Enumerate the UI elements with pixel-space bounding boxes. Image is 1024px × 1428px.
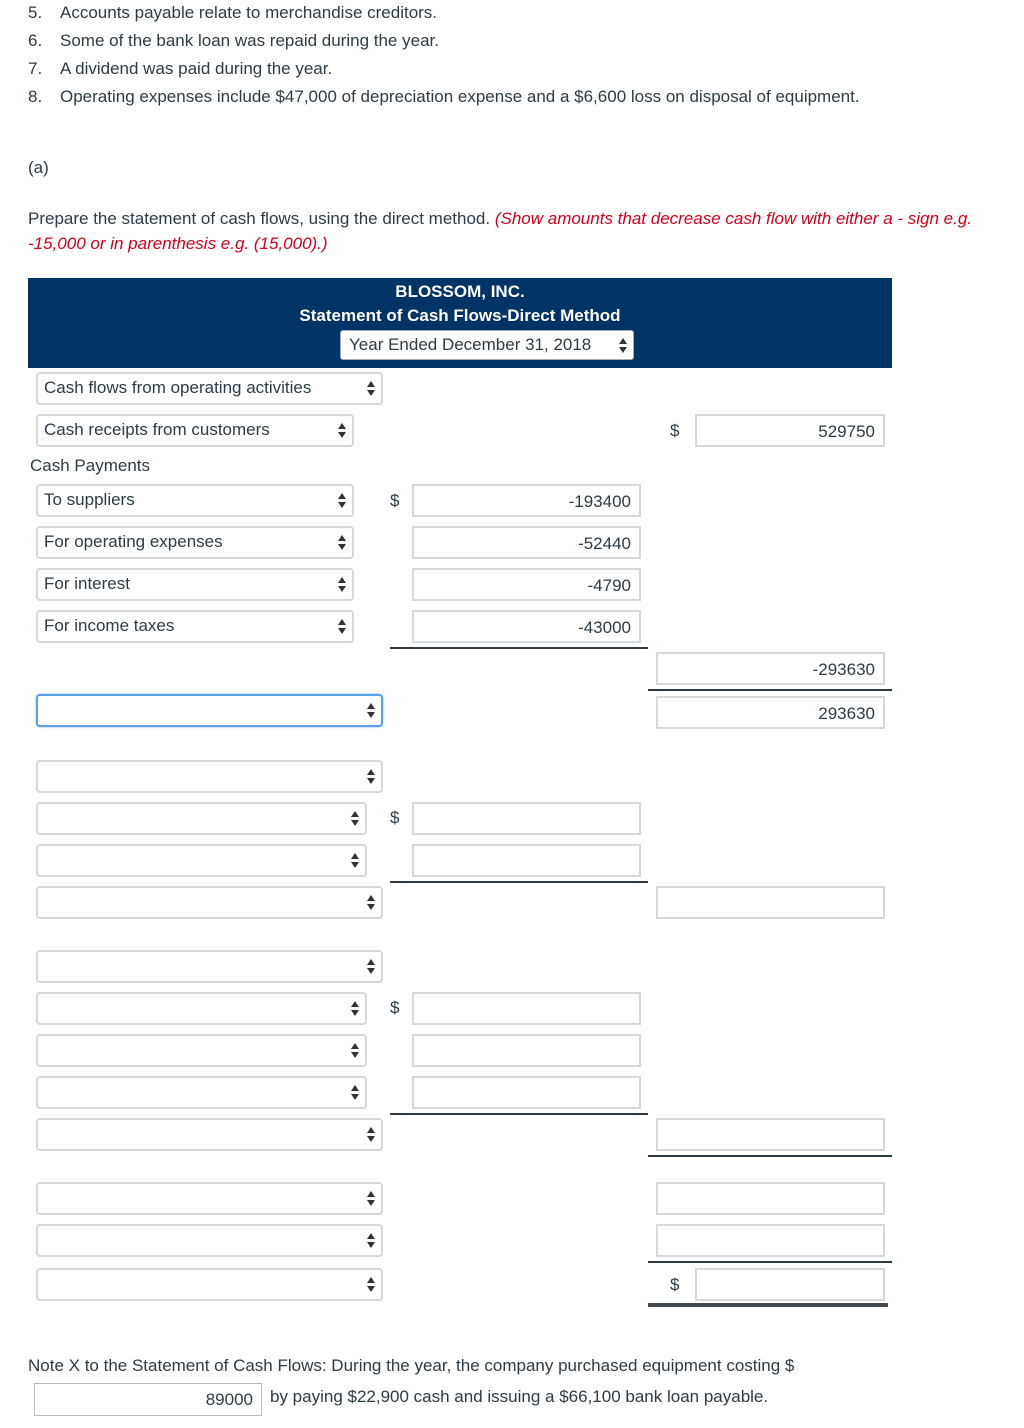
select-arrows-icon bbox=[367, 703, 375, 719]
statement-title: Statement of Cash Flows-Direct Method bbox=[299, 306, 621, 325]
select-arrows-icon bbox=[367, 769, 375, 785]
suppliers-input[interactable]: -193400 bbox=[412, 484, 641, 517]
note-item-6: 6. Some of the bank loan was repaid during the year. bbox=[28, 31, 439, 50]
select-operating-heading[interactable]: Cash flows from operating activities bbox=[36, 372, 383, 405]
select-arrows-icon bbox=[367, 959, 375, 975]
part-label: (a) bbox=[28, 158, 49, 177]
instruction-hint: (Show amounts that decrease cash flow with either a - sign e.g. -15,000 or in parenthesis e.g. (15,000).) bbox=[28, 209, 973, 253]
select-ending-cash[interactable] bbox=[36, 1268, 383, 1301]
dollar-sign: $ bbox=[670, 421, 680, 440]
taxes-input[interactable]: -43000 bbox=[412, 610, 641, 643]
subtotal-rule bbox=[648, 689, 892, 691]
select-arrows-icon bbox=[351, 811, 359, 827]
subtotal-rule bbox=[390, 1113, 648, 1115]
select-operating-expenses[interactable]: For operating expenses bbox=[36, 526, 354, 559]
select-arrows-icon bbox=[367, 1191, 375, 1207]
select-arrows-icon bbox=[338, 619, 346, 635]
select-arrows-icon bbox=[351, 1085, 359, 1101]
dollar-sign: $ bbox=[390, 998, 400, 1017]
amount-input[interactable] bbox=[412, 1076, 641, 1109]
amount-input[interactable] bbox=[412, 802, 641, 835]
interest-input[interactable]: -4790 bbox=[412, 568, 641, 601]
amount-input[interactable] bbox=[412, 992, 641, 1025]
amount-input[interactable] bbox=[656, 1224, 885, 1257]
company-name: BLOSSOM, INC. bbox=[395, 282, 525, 301]
select-arrows-icon bbox=[351, 853, 359, 869]
select-arrows-icon bbox=[367, 1233, 375, 1249]
amount-input[interactable] bbox=[412, 1034, 641, 1067]
select-arrows-icon bbox=[367, 1277, 375, 1293]
select-investing-row[interactable] bbox=[36, 802, 367, 835]
select-financing-row[interactable] bbox=[36, 1076, 367, 1109]
select-arrows-icon bbox=[367, 895, 375, 911]
note-item-7: 7. A dividend was paid during the year. bbox=[28, 59, 333, 78]
select-financing-heading[interactable] bbox=[36, 950, 383, 983]
statement-header bbox=[28, 278, 892, 368]
double-underline bbox=[648, 1303, 888, 1307]
select-arrows-icon bbox=[338, 535, 346, 551]
select-beginning-cash[interactable] bbox=[36, 1224, 383, 1257]
instruction-text: Prepare the statement of cash flows, using the direct method. bbox=[28, 209, 491, 228]
select-income-taxes[interactable]: For income taxes bbox=[36, 610, 354, 643]
subtotal-rule bbox=[648, 1155, 892, 1157]
select-investing-heading[interactable] bbox=[36, 760, 383, 793]
subtotal-rule bbox=[648, 1261, 892, 1263]
amount-input[interactable] bbox=[695, 1268, 885, 1301]
select-net-investing[interactable] bbox=[36, 886, 383, 919]
select-financing-row[interactable] bbox=[36, 992, 367, 1025]
note-x-text: Note X to the Statement of Cash Flows: During the year, the company purchased equipment costing $ bbox=[28, 1356, 795, 1375]
select-arrows-icon bbox=[367, 1127, 375, 1143]
select-arrows-icon bbox=[351, 1001, 359, 1017]
select-arrows-icon bbox=[367, 381, 375, 397]
amount-input[interactable] bbox=[656, 1118, 885, 1151]
select-net-change[interactable] bbox=[36, 1182, 383, 1215]
note-x-suffix: by paying $22,900 cash and issuing a $66,100 bank loan payable. bbox=[270, 1387, 769, 1406]
select-net-financing[interactable] bbox=[36, 1118, 383, 1151]
note-item-8: 8. Operating expenses include $47,000 of depreciation expense and a $6,600 loss on disposal of equipment. bbox=[28, 87, 860, 106]
instruction bbox=[28, 206, 1024, 256]
dollar-sign: $ bbox=[390, 491, 400, 510]
subtotal-rule bbox=[390, 647, 648, 649]
dollar-sign: $ bbox=[390, 808, 400, 827]
select-arrows-icon bbox=[338, 493, 346, 509]
select-interest[interactable]: For interest bbox=[36, 568, 354, 601]
cash-payments-label: Cash Payments bbox=[30, 456, 150, 475]
dollar-sign: $ bbox=[670, 1275, 680, 1294]
select-financing-row[interactable] bbox=[36, 1034, 367, 1067]
amount-input[interactable] bbox=[656, 886, 885, 919]
select-net-operating[interactable] bbox=[36, 694, 383, 727]
period-select[interactable]: Year Ended December 31, 2018 bbox=[340, 330, 634, 360]
subtotal-rule bbox=[390, 881, 648, 883]
select-investing-row[interactable] bbox=[36, 844, 367, 877]
receipts-input[interactable]: 529750 bbox=[695, 414, 885, 447]
select-arrows-icon bbox=[338, 423, 346, 439]
select-arrows-icon bbox=[619, 338, 627, 354]
select-arrows-icon bbox=[351, 1043, 359, 1059]
amount-input[interactable] bbox=[656, 1182, 885, 1215]
equipment-cost-input[interactable]: 89000 bbox=[34, 1383, 262, 1416]
select-suppliers[interactable]: To suppliers bbox=[36, 484, 354, 517]
select-arrows-icon bbox=[338, 577, 346, 593]
net-operating-input[interactable]: 293630 bbox=[656, 696, 885, 729]
opex-input[interactable]: -52440 bbox=[412, 526, 641, 559]
select-receipts[interactable]: Cash receipts from customers bbox=[36, 414, 354, 447]
amount-input[interactable] bbox=[412, 844, 641, 877]
total-payments-input[interactable]: -293630 bbox=[656, 652, 885, 685]
note-item-5: 5. Accounts payable relate to merchandise creditors. bbox=[28, 3, 438, 22]
